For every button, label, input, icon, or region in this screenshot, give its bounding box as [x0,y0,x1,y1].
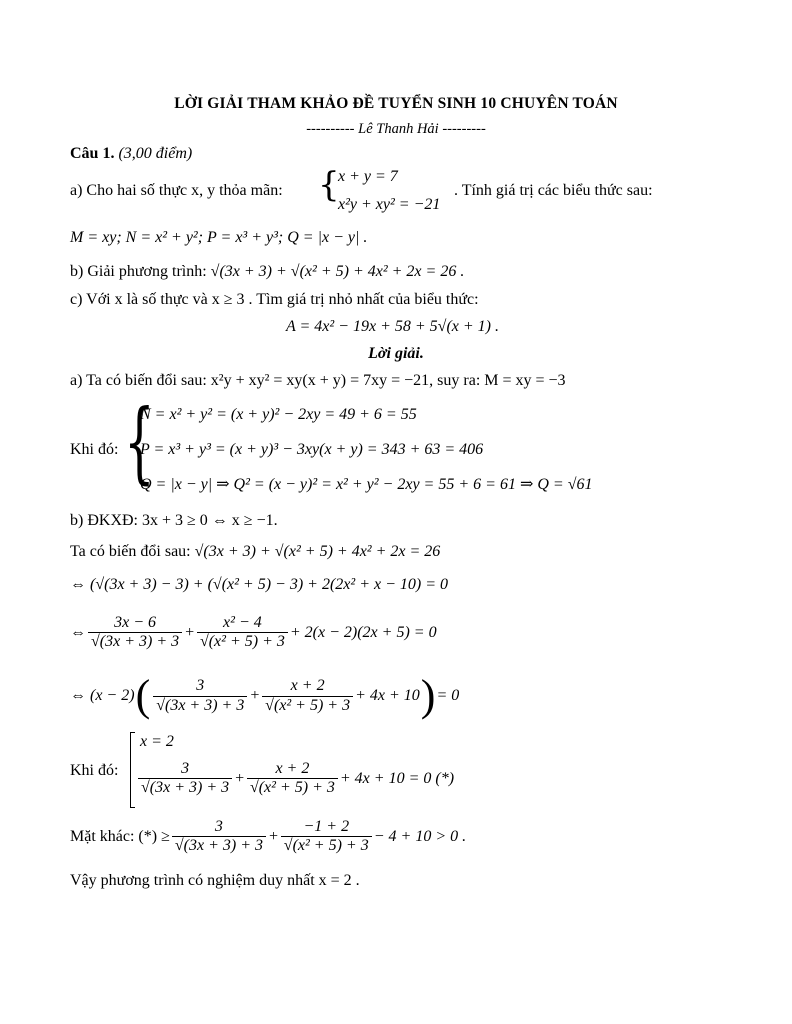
question-label: Câu 1. [70,145,115,162]
fraction-denominator: √(3x + 3) + 3 [174,837,263,855]
expression-tail: − 4 + 10 > 0 . [373,827,467,845]
fraction [172,818,266,856]
solution-b-line3 [70,614,437,652]
solution-heading: Lời giải. [368,345,424,362]
part-a-prefix: a) Cho hai số thực x, y thỏa mãn: [70,182,283,199]
fraction-denominator: √(3x + 3) + 3 [141,779,230,797]
fraction-numerator: −1 + 2 [281,818,372,837]
solution-b-line1-prefix: Ta có biến đổi sau: [70,543,191,560]
part-b-question [70,263,464,281]
solution-b-case2 [136,760,454,798]
solution-conclusion: Vậy phương trình có nghiệm duy nhất x = 2 . [70,872,360,889]
solution-b-line2: ⇔ (√(3x + 3) − 3) + (√(x² + 5) − 3) + 2(2x² + x − 10) = 0 [70,576,449,593]
fraction-denominator: √(x² + 5) + 3 [283,837,369,855]
expression-tail: + 2(x − 2)(2x + 5) = 0 [289,623,437,641]
fraction-numerator: 3x − 6 [88,614,182,633]
solution-a-N: N = x² + y² = (x + y)² − 2xy = 49 + 6 = 55 [140,406,417,423]
solution-b-other [70,818,466,856]
fraction-numerator: x + 2 [247,760,338,779]
other-prefix: Mặt khác: (*) ≥ [70,827,170,845]
question-points: (3,00 điểm) [118,145,193,162]
author-byline: ---------- Lê Thanh Hải --------- [306,121,486,137]
solution-b-condition: b) ĐKXĐ: 3x + 3 ≥ 0 ⇔ x ≥ −1. [70,512,278,529]
solution-a-P: P = x³ + y³ = (x + y)³ − 3xy(x + y) = 343 + 63 = 406 [140,441,484,458]
system-eq-2: x²y + xy² = −21 [338,196,441,213]
solution-b-case1: x = 2 [140,733,174,750]
fraction [88,614,182,652]
question-heading [70,145,192,163]
factor-head: ⇔ (x − 2) [70,686,135,704]
right-paren: ) [420,671,436,720]
part-c-expression: A = 4x² − 19x + 58 + 5√(x + 1) . [286,318,500,335]
expression-tail: + 4x + 10 [355,686,420,704]
fraction-denominator: √(3x + 3) + 3 [91,633,180,651]
plus-sign: + [234,769,245,787]
solution-a-line: a) Ta có biến đổi sau: x²y + xy² = xy(x + y) = 7xy = −21, suy ra: M = xy = −3 [70,372,566,389]
fraction [262,677,353,715]
system-brace: { [318,165,340,205]
solution-a-brace: { [124,390,155,493]
solution-b-line4 [70,671,460,720]
part-a-expressions: M = xy; N = x² + y²; P = x³ + y³; Q = |x − y| . [70,229,368,246]
document-title: LỜI GIẢI THAM KHẢO ĐỀ TUYỂN SINH 10 CHUYÊN TOÁN [174,95,618,112]
equiv-arrow: ⇔ [70,623,86,641]
solution-b-line1-eq: √(3x + 3) + √(x² + 5) + 4x² + 2x = 26 [194,543,441,560]
fraction-denominator: √(x² + 5) + 3 [199,633,285,651]
fraction-denominator: √(x² + 5) + 3 [265,696,351,714]
fraction [281,818,372,856]
left-paren: ( [135,671,151,720]
fraction-numerator: x + 2 [262,677,353,696]
plus-sign: + [184,623,195,641]
plus-sign: + [268,827,279,845]
expression-end: = 0 [436,686,460,704]
fraction [247,760,338,798]
fraction-numerator: 3 [153,677,247,696]
case-bracket [130,732,135,808]
plus-sign: + [249,686,261,704]
fraction [153,677,247,715]
fraction-denominator: √(x² + 5) + 3 [249,779,335,797]
fraction-numerator: 3 [172,818,266,837]
part-c-question: c) Với x là số thực và x ≥ 3 . Tìm giá trị nhỏ nhất của biểu thức: [70,291,479,308]
solution-b-line1 [70,543,440,561]
fraction-denominator: √(3x + 3) + 3 [156,696,245,714]
part-b-equation: √(3x + 3) + √(x² + 5) + 4x² + 2x = 26 . [210,263,465,280]
fraction [197,614,288,652]
part-a-suffix: . Tính giá trị các biểu thức sau: [454,182,653,199]
solution-a-then: Khi đó: [70,441,119,458]
solution-a-Q: Q = |x − y| ⇒ Q² = (x − y)² = x² + y² − 2xy = 55 + 6 = 61 ⇒ Q = √61 [140,476,593,493]
part-b-prefix: b) Giải phương trình: [70,263,207,280]
solution-b-then: Khi đó: [70,762,119,779]
fraction [138,760,232,798]
expression-tail: + 4x + 10 = 0 (*) [339,769,455,787]
fraction-numerator: 3 [138,760,232,779]
fraction-numerator: x² − 4 [197,614,288,633]
system-eq-1: x + y = 7 [338,168,398,185]
